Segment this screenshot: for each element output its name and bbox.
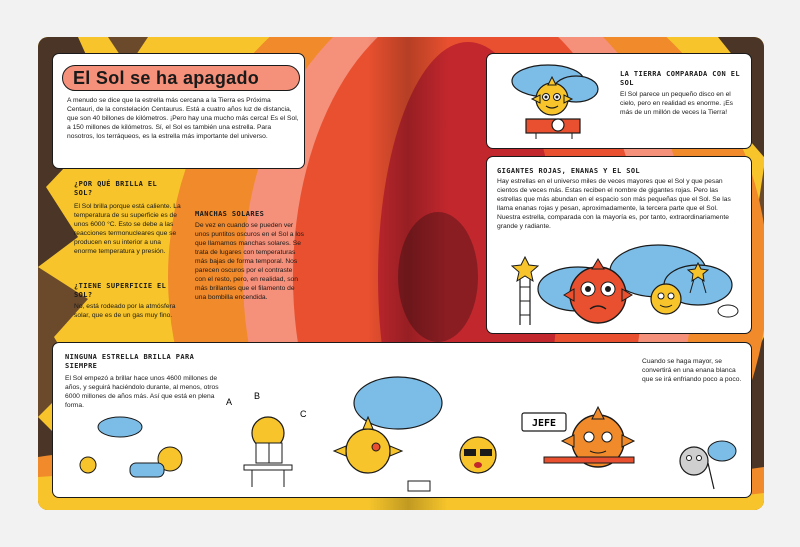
- surface-heading: ¿TIENE SUPERFICIE EL SOL?: [74, 282, 167, 299]
- letter-a: A: [226, 397, 233, 407]
- baby-sun-icon: [80, 447, 182, 477]
- earth-compared-heading: LA TIERRA COMPARADA CON EL SOL: [620, 70, 740, 87]
- forever-text: El Sol empezó a brillar hace unos 4600 millones de años, y seguirá haciéndolo durante, al menos, otros 6000 millones de años más. Así que está en plena forma.: [65, 375, 219, 409]
- boss-sign-label: JEFE: [531, 418, 557, 429]
- surface-text: No, está rodeado por la atmósfera solar, que es de un gas muy fino.: [74, 303, 176, 319]
- sunspots-text: De vez en cuando se pueden ver unos puntitos oscuros en el Sol a los que llamamos manchas solares. Se trata de lugares con temperaturas más bajas de forma temporal. Nos parecen oscuros por el contraste con el resto, pero, en realidad, son más brillantes que el filamento de una bombilla encendida.: [195, 222, 304, 301]
- boss-sign: [522, 413, 566, 431]
- why-shine-text: El Sol brilla porque está caliente. La temperatura de su superficie es de unos 6000 °C. Esto se debe a las reacciones termonucleares que se producen en su interior a una enorme temperatura y presión.: [74, 203, 181, 255]
- earth-compared-text: El Sol parece un pequeño disco en el cielo, pero en realidad es enorme. ¡Es más de un millón de veces la Tierra!: [620, 91, 734, 116]
- sun-character-icon: [651, 284, 681, 314]
- sun-with-magnifier-illustration: [496, 59, 610, 141]
- giants-heading: GIGANTES ROJAS, ENANAS Y EL SOL: [497, 167, 641, 175]
- letter-c: C: [300, 409, 307, 419]
- sunspots-heading: MANCHAS SOLARES: [195, 210, 265, 218]
- giants-text: Hay estrellas en el universo miles de veces mayores que el Sol y que pesan cientos de veces más. Estas reciben el nombre de gigantes rojas. Pero las estrellas que más abundan en el espacio son más pequeñas que el Sol. Se las llama enanas rojas y pesan, aproximadamente, la tercera parte que el Sol. Nuestra estrella, comparada con la mayoría es, por tanto, extraordinariamente grande y radiante.: [497, 178, 731, 230]
- book-spread: [38, 37, 764, 510]
- red-giant-and-dwarfs-illustration: [508, 233, 740, 329]
- page-title: El Sol se ha apagado: [73, 68, 260, 88]
- sunglasses-sun-icon: [460, 437, 496, 473]
- title-banner: [62, 65, 300, 91]
- forever-heading: NINGUNA ESTRELLA BRILLA PARA SIEMPRE: [65, 353, 195, 370]
- why-shine-heading: ¿POR QUÉ BRILLA EL SOL?: [74, 180, 158, 197]
- reading-sun-icon: [244, 417, 292, 487]
- closing-text: Cuando se haga mayor, se convertirá en una enana blanca que se irá enfriando poco a poco.: [642, 358, 742, 383]
- sun-life-stages-illustration: [58, 355, 738, 495]
- letter-b: B: [254, 391, 261, 401]
- intro-text: A menudo se dice que la estrella más cercana a la Tierra es Próxima Centauri, de la constelación Centaurus. Está a cuatro años luz de distancia, que son 40 billones de kilómetros. ¡Pero hay una mucho más cerca! Es el Sol, a 150 millones de kilómetros. Sí, el Sol es también una estrella. Para nosotros, los terráqueos, es la estrella más importante del universo.: [67, 97, 299, 140]
